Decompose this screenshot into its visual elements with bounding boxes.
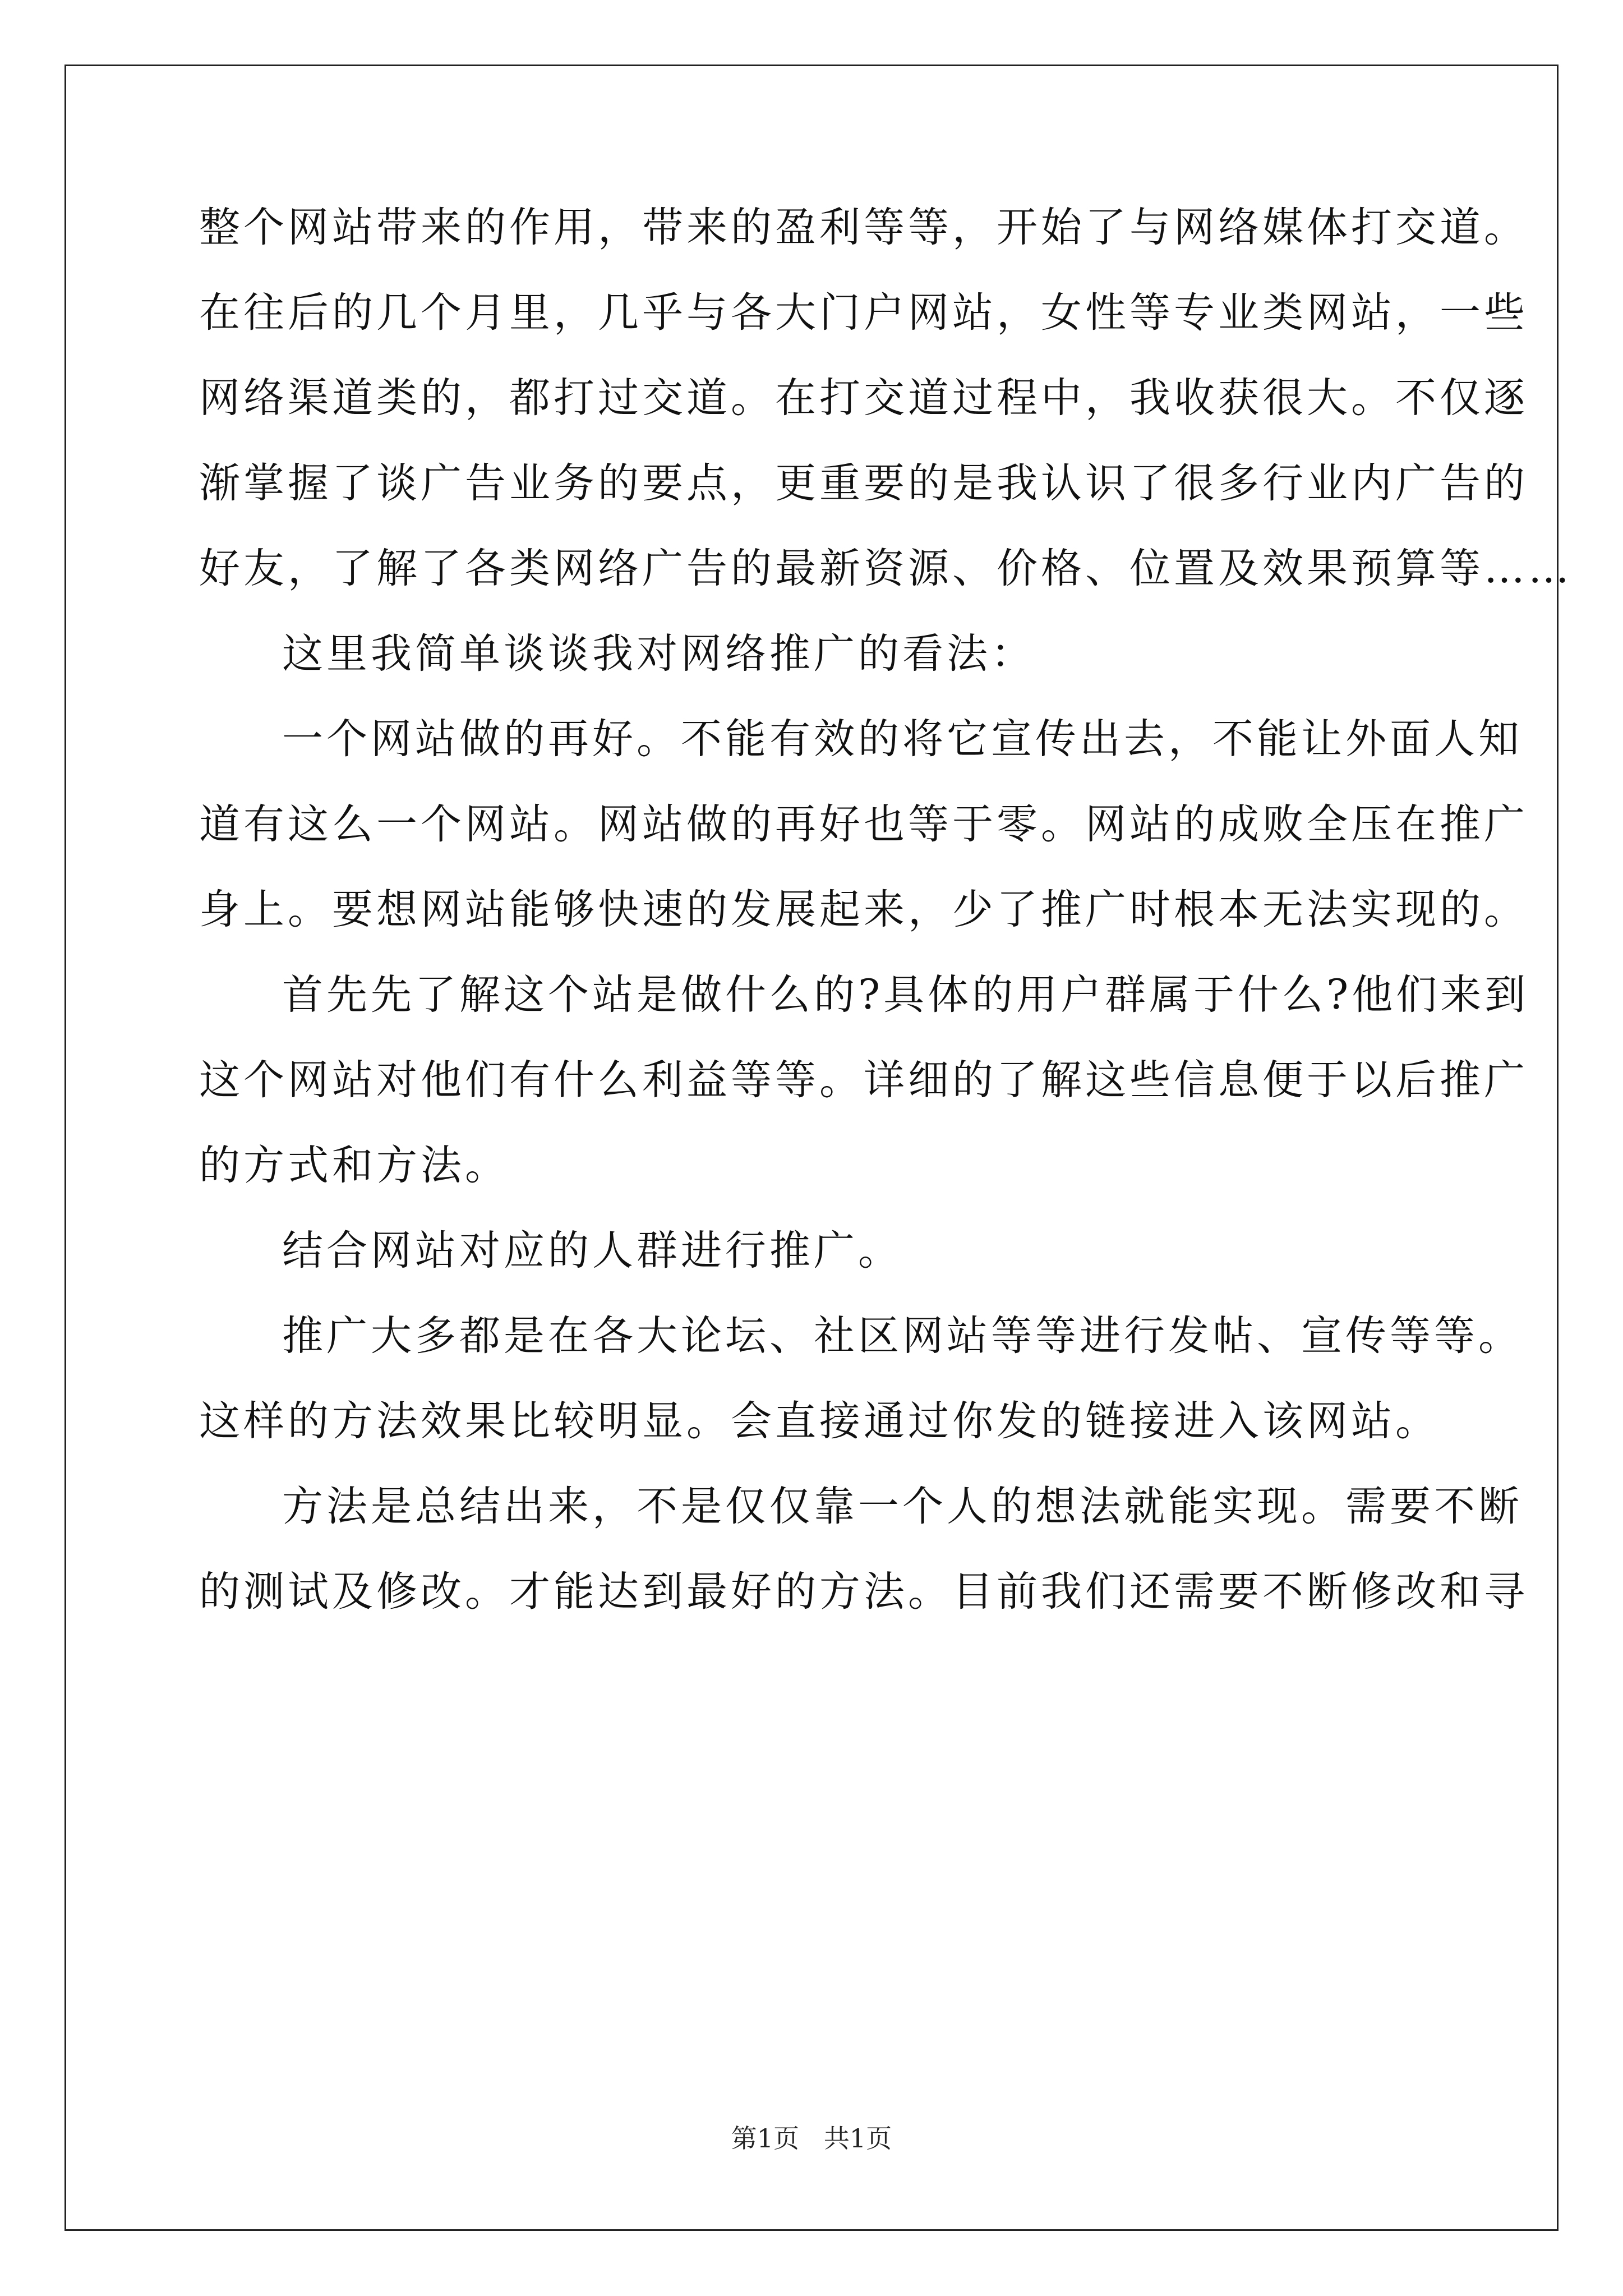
text-line: 的测试及修改。才能达到最好的方法。目前我们还需要不断修改和寻 xyxy=(199,1568,1528,1616)
text-line: 道有这么一个网站。网站做的再好也等于零。网站的成败全压在推广 xyxy=(199,800,1528,848)
text-line: 这样的方法效果比较明显。会直接通过你发的链接进入该网站。 xyxy=(199,1397,1440,1445)
page-number-label: 第1页 共1页 xyxy=(731,2123,892,2154)
text-line: 方法是总结出来，不是仅仅靠一个人的想法就能实现。需要不断 xyxy=(282,1483,1523,1530)
text-line: 这里我简单谈谈我对网络推广的看法： xyxy=(282,630,1035,678)
text-line: 一个网站做的再好。不能有效的将它宣传出去，不能让外面人知 xyxy=(282,715,1523,763)
text-lines xyxy=(199,185,1573,1635)
document-body xyxy=(199,185,1573,1635)
text-line: 整个网站带来的作用，带来的盈利等等，开始了与网络媒体打交道。 xyxy=(199,204,1528,251)
page-footer xyxy=(0,2118,1623,2155)
text-line: 好友，了解了各类网络广告的最新资源、价格、位置及效果预算等…… xyxy=(199,545,1573,592)
text-line: 推广大多都是在各大论坛、社区网站等等进行发帖、宣传等等。 xyxy=(282,1312,1523,1360)
text-line: 渐掌握了谈广告业务的要点，更重要的是我认识了很多行业内广告的 xyxy=(199,459,1528,507)
text-line: 首先先了解这个站是做什么的?具体的用户群属于什么?他们来到 xyxy=(282,971,1529,1019)
text-line: 的方式和方法。 xyxy=(199,1142,509,1189)
text-line: 网络渠道类的，都打过交道。在打交道过程中，我收获很大。不仅逐 xyxy=(199,374,1528,422)
text-line: 在往后的几个月里，几乎与各大门户网站，女性等专业类网站，一些 xyxy=(199,289,1528,337)
text-line: 身上。要想网站能够快速的发展起来，少了推广时根本无法实现的。 xyxy=(199,886,1528,933)
text-line: 结合网站对应的人群进行推广。 xyxy=(282,1227,902,1274)
text-line: 这个网站对他们有什么利益等等。详细的了解这些信息便于以后推广 xyxy=(199,1056,1528,1104)
